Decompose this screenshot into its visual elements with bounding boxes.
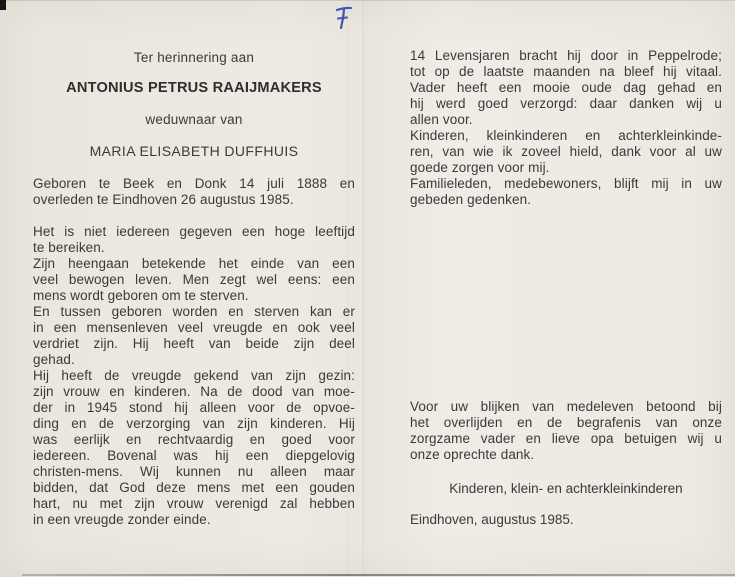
text-line: hart, nu met zijn vrouw verenigd zal hebben [33, 496, 355, 511]
text-line: Familieleden, medebewoners, blijft mij in uw [410, 176, 722, 191]
memorial-intro-line: Ter herinnering aan [133, 50, 255, 65]
place-date-line: Eindhoven, augustus 1985. [410, 512, 574, 527]
text-line: tot op de laatste maanden na bleef hij vitaal. [410, 64, 722, 79]
text-line: Vader heeft een mooie oude dag gehad en [410, 80, 722, 95]
paragraph [33, 224, 355, 256]
paragraph [410, 176, 722, 208]
text-line: Hij heeft de vreugde gekend van zijn gezin: [33, 368, 355, 383]
text-line: gebeden gedenken. [410, 192, 532, 207]
text-line: 14 Levensjaren bracht hij door in Peppelrode; [410, 48, 722, 63]
deceased-name: ANTONIUS PETRUS RAAIJMAKERS [66, 80, 322, 96]
text-line: hij werd goed verzorgd: daar danken wij u [410, 96, 722, 111]
text-line: gehad. [33, 352, 75, 367]
text-line: te bereiken. [33, 240, 105, 255]
spouse-name: MARIA ELISABETH DUFFHUIS [89, 143, 299, 159]
text-line: Geboren te Beek en Donk 14 juli 1888 en [33, 176, 355, 191]
text-line: Kinderen, kleinkinderen en achterkleinkinde- [410, 128, 722, 143]
text-line: was eerlijk en rechtvaardig en goed voor [33, 432, 355, 447]
text-line: christen-mens. Wij kunnen nu alleen maar [33, 464, 355, 479]
right-page [410, 0, 722, 577]
text-line: zorgzame vader en lieve opa betuigen wij u [410, 431, 722, 446]
text-line: mens wordt geboren om te sterven. [33, 288, 249, 303]
text-line: overleden te Eindhoven 26 augustus 1985. [33, 192, 294, 207]
paragraph [410, 48, 722, 128]
birth-death-dates [33, 176, 355, 208]
text-line: onze oprechte dank. [410, 447, 535, 462]
text-line: Zijn heengaan betekende het einde van een [33, 256, 355, 271]
text-line: goede zorgen voor mij. [410, 160, 550, 175]
left-page [33, 0, 355, 577]
right-body-text [410, 48, 722, 208]
paragraph [33, 176, 355, 208]
text-line: allen voor. [410, 112, 473, 127]
card-bottom-edge [22, 574, 735, 576]
text-line: het overlijden en de begrafenis van onze [410, 415, 722, 430]
text-line: veel bewogen leven. Men zegt wel eens: een [33, 272, 355, 287]
paragraph [410, 399, 722, 463]
text-line: in een mensenleven veel vreugde en ook veel [33, 320, 355, 335]
text-line: zijn vrouw en kinderen. Na de dood van moe- [33, 384, 355, 399]
paragraph [410, 128, 722, 176]
relation-line: weduwnaar van [145, 112, 243, 127]
signature-line: Kinderen, klein- en achterkleinkinderen [449, 481, 683, 496]
text-line: Voor uw blijken van medeleven betoond bij [410, 399, 722, 414]
acknowledgement-text [410, 399, 722, 463]
text-line: iedereen. Bovenal was hij een diepgelovig [33, 448, 355, 463]
text-line: ding en de verzorging van zijn kinderen. Hij [33, 416, 355, 431]
text-line: En tussen geboren worden en sterven kan er [33, 304, 355, 319]
center-fold-line [363, 0, 364, 577]
paragraph [33, 368, 355, 528]
scan-corner-artifact [0, 0, 6, 10]
text-line: der in 1945 stond hij alleen voor de opvoe- [33, 400, 355, 415]
text-line: ren, van wie ik zoveel hield, dank voor al uw [410, 144, 722, 159]
paragraph [33, 256, 355, 304]
text-line: in een vreugde zonder einde. [33, 512, 211, 527]
text-line: bidden, dat God deze mens met een gouden [33, 480, 355, 495]
text-line: verdriet zijn. Hij heeft van beide zijn deel [33, 336, 355, 351]
paragraph [33, 304, 355, 368]
text-line: Het is niet iedereen gegeven een hoge leeftijd [33, 224, 355, 239]
left-body-text [33, 224, 355, 528]
